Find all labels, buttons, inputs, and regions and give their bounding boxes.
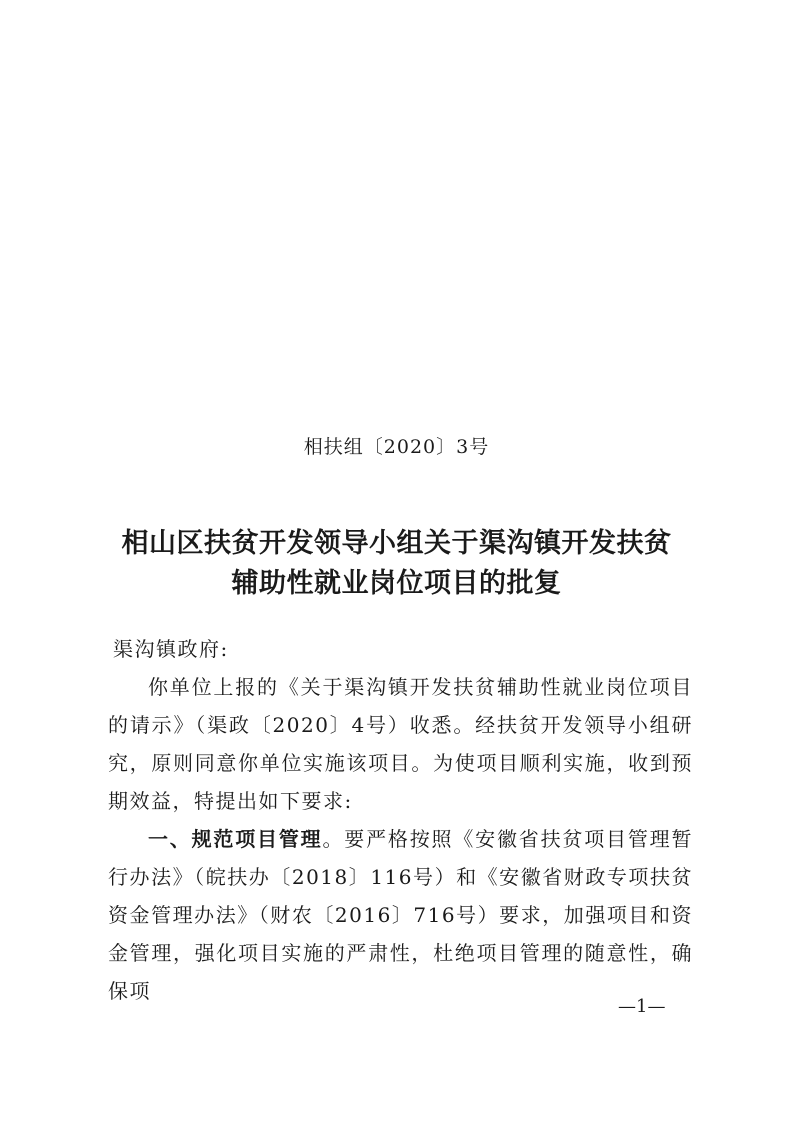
addressee: 渠沟镇政府: [113,637,229,661]
document-title-line-1: 相山区扶贫开发领导小组关于渠沟镇开发扶贫 [121,528,672,559]
document-body [108,630,693,1010]
page-number: —1— [618,996,666,1017]
document-title-line-2: 辅助性就业岗位项目的批复 [231,568,562,599]
section-text-1: 。要严格按照《安徽省扶贫项目管理暂行办法》（皖扶办〔2018〕116号）和《安徽省财政专项扶贫资金管理办法》（财农〔2016〕716号）要求，加强项目和资金管理，强化项目实施的严肃性，杜绝项目管理的随意性，确保项 [108,827,693,1003]
body-paragraph-2 [108,820,693,1010]
document-title [100,524,693,604]
body-paragraph-1: 你单位上报的《关于渠沟镇开发扶贫辅助性就业岗位项目的请示》（渠政〔2020〕4号）收悉。经扶贫开发领导小组研究，原则同意你单位实施该项目。为使项目顺利实施，收到预期效益，特提出如下要求: [108,675,693,813]
document-number: 相扶组〔2020〕3号 [303,436,490,458]
section-heading-1: 一、规范项目管理 [148,827,323,851]
